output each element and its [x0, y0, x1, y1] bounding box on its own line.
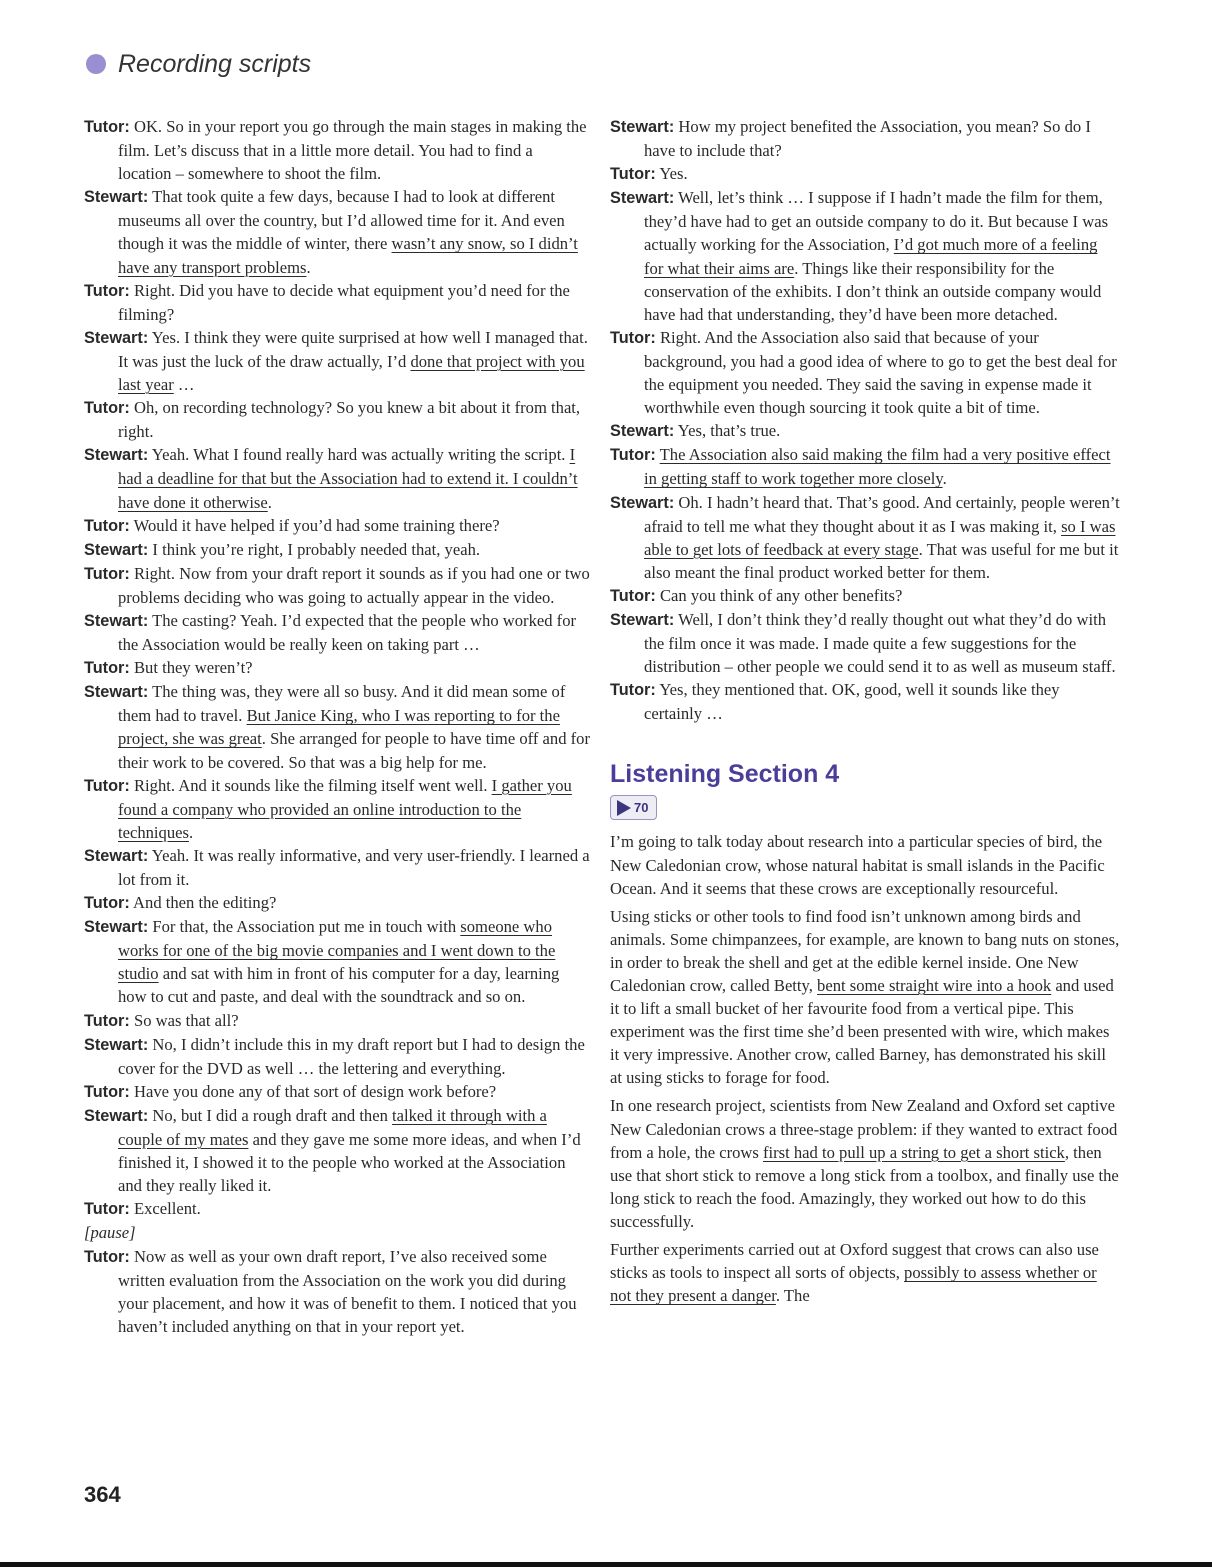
answer-underline: I had a deadline for that but the Association had to extend it. I couldn’t have done it otherwise: [118, 445, 578, 512]
page-title: Recording scripts: [118, 49, 312, 78]
dialogue-turn: [84, 514, 590, 538]
answer-underline: I gather you found a company who provided an online introduction to the techniques: [118, 775, 572, 842]
text-span: No, but I did a rough draft and then: [152, 1105, 393, 1125]
text-span: . The: [775, 1286, 810, 1306]
text-span: Can you think of any other benefits?: [659, 585, 903, 605]
text-span: And then the editing?: [133, 893, 277, 913]
answer-underline: wasn’t any snow, so I didn’t have any transport problems: [118, 234, 578, 277]
section-body: [610, 830, 1120, 1307]
speaker-label: Stewart:: [84, 918, 149, 937]
text-span: That took quite a few days, because I had to look at different museums all over the country, but I’d allowed time for it. And even though it was the middle of winter, there: [118, 187, 565, 254]
speaker-label: Stewart:: [84, 683, 149, 702]
dialogue-turn: [84, 1245, 590, 1338]
dialogue-turn: [84, 844, 590, 891]
text-span: No, I didn’t include this in my draft report but I had to design the cover for the DVD as well … the lettering and everything.: [118, 1034, 585, 1078]
dialogue-turn: [84, 891, 590, 915]
answer-underline: first had to pull up a string to get a short stick: [762, 1142, 1065, 1162]
dialogue-turn: [84, 279, 590, 326]
text-span: Right. Now from your draft report it sounds as if you had one or two problems deciding who was going to actually appear in the video.: [118, 563, 590, 607]
text-span: For that, the Association put me in touch with: [152, 917, 461, 937]
text-span: Oh, on recording technology? So you knew a bit about it from that, right.: [118, 398, 581, 442]
text-span: So was that all?: [133, 1010, 239, 1030]
section-paragraph: [610, 905, 1120, 1090]
audio-track-button[interactable]: [610, 795, 657, 820]
answer-underline: I’d got much more of a feeling for what their aims are: [644, 235, 1098, 278]
text-span: .: [942, 469, 947, 489]
speaker-label: Tutor:: [84, 564, 130, 583]
text-span: Now as well as your own draft report, I’ve also received some written evaluation from the Association on the work you did during your placement, and how it was of benefit to them. I noticed that you haven’t included anything on that in your report yet.: [118, 1246, 577, 1336]
text-span: .: [188, 822, 194, 842]
dialogue-turn: [84, 538, 590, 562]
bullet-icon: [86, 54, 106, 74]
dialogue-turn: [84, 185, 590, 278]
dialogue-turn: [610, 443, 1120, 490]
speaker-label: Stewart:: [610, 422, 675, 441]
answer-underline: so I was able to get lots of feedback at every stage: [644, 516, 1116, 559]
speaker-label: Tutor:: [610, 681, 656, 700]
speaker-label: Tutor:: [84, 776, 130, 795]
speaker-label: Tutor:: [610, 586, 656, 605]
text-span: Oh. I hadn’t heard that. That’s good. And certainly, people weren’t afraid to tell me what they thought about it as I was making it,: [644, 492, 1120, 536]
speaker-label: Tutor:: [84, 1200, 130, 1219]
text-span: I’m going to talk today about research into a particular species of bird, the New Caledonian crow, whose natural habitat is small islands in the Pacific Ocean. And it seems that these crows are exceptionally resourceful.: [610, 832, 1105, 898]
speaker-label: Stewart:: [84, 188, 149, 207]
text-span: and used it to lift a small bucket of her favourite food from a vertical pipe. This experiment was the first time she’d been presented with wire, which makes it very impressive. Another crow, called Barney, has demonstrated his skill at using sticks to forage for food.: [610, 976, 1114, 1088]
text-span: Yes.: [659, 164, 688, 184]
text-span: and sat with him in front of his computer for a day, learning how to cut and paste, and deal with the soundtrack and so on.: [118, 964, 560, 1007]
text-span: Well, I don’t think they’d really thought out what they’d do with the film once it was made. I made quite a few suggestions for the distribution – other people we could send it to as well as museum staff.: [644, 609, 1116, 677]
answer-underline: talked it through with a couple of my mates: [118, 1105, 547, 1150]
left-column: [84, 115, 590, 1338]
page-header: [86, 46, 311, 82]
dialogue-turn: [84, 656, 590, 680]
text-span: But they weren’t?: [133, 658, 253, 678]
dialogue-turn: [610, 584, 1120, 608]
text-span: Yes, they mentioned that. OK, good, well it sounds like they certainly …: [644, 680, 1060, 724]
play-icon: [617, 800, 631, 816]
speaker-label: Tutor:: [610, 446, 656, 465]
speaker-label: Stewart:: [610, 610, 675, 629]
speaker-label: Tutor:: [84, 659, 130, 678]
dialogue-turn: [84, 562, 590, 609]
text-span: In one research project, scientists from New Zealand and Oxford set captive New Caledonian crows a three-stage problem: if they wanted to extract food from a hole, the crows: [610, 1096, 1118, 1162]
text-span: Right. And the Association also said that because of your background, you had a good idea of where to go to get the best deal for the equipment you needed. They said the saving in expense made it worthwhile even though sourcing it took quite a bit of time.: [644, 327, 1117, 418]
dialogue-turn: [84, 1080, 590, 1104]
speaker-label: Tutor:: [84, 281, 130, 300]
dialogue-turn: [84, 115, 590, 185]
speaker-label: Tutor:: [610, 328, 656, 347]
dialogue-turn: [610, 326, 1120, 419]
text-span: Further experiments carried out at Oxford suggest that crows can also use sticks as tools to inspect all sorts of objects,: [610, 1240, 1099, 1283]
answer-underline: bent some straight wire into a hook: [817, 976, 1052, 995]
text-span: Yeah. It was really informative, and very user-friendly. I learned a lot from it.: [118, 845, 590, 889]
right-column: [610, 115, 1120, 1312]
text-span: . Things like their responsibility for the conservation of the exhibits. I don’t think an outside company would have had that understanding, they’d have been more detached.: [644, 258, 1102, 324]
speaker-label: Stewart:: [84, 540, 149, 559]
dialogue-turn: [610, 115, 1120, 162]
section-heading: Listening Section 4: [610, 760, 840, 789]
dialogue-turn: [610, 186, 1120, 326]
speaker-label: Tutor:: [84, 1247, 130, 1266]
text-span: I think you’re right, I probably needed that, yeah.: [152, 539, 481, 559]
dialogue-turn: [84, 774, 590, 844]
answer-underline: possibly to assess whether or not they present a danger: [610, 1263, 1097, 1306]
answer-underline: The Association also said making the film had a very positive effect in getting staff to work together more closely: [644, 445, 1111, 489]
text-span: The thing was, they were all so busy. And it did mean some of them had to travel.: [118, 682, 566, 726]
text-span: How my project benefited the Association, you mean? So do I have to include that?: [644, 117, 1091, 161]
speaker-label: Stewart:: [610, 118, 675, 136]
speaker-label: Stewart:: [84, 1106, 149, 1125]
dialogue-turn: [84, 443, 590, 513]
text-span: Yes, that’s true.: [677, 421, 781, 441]
text-span: Well, let’s think … I suppose if I hadn’t made the film for them, they’d have had to get an outside company to do it. But because I was actually working for the Association,: [644, 188, 1109, 255]
speaker-label: Stewart:: [610, 189, 675, 208]
text-span: Have you done any of that sort of design work before?: [133, 1081, 497, 1101]
dialogue-turn: [84, 396, 590, 443]
text-span: …: [173, 375, 195, 395]
speaker-label: Tutor:: [84, 1082, 130, 1101]
speaker-label: Tutor:: [84, 894, 130, 913]
text-span: OK. So in your report you go through the main stages in making the film. Let’s discuss that in a little more detail. You had to find a location – somewhere to shoot the film.: [118, 117, 587, 184]
speaker-label: Stewart:: [84, 1035, 149, 1054]
dialogue-turn: [84, 680, 590, 773]
speaker-label: Tutor:: [610, 165, 656, 184]
pause-note: [pause]: [84, 1223, 136, 1243]
answer-underline: But Janice King, who I was reporting to for the project, she was great: [118, 706, 560, 749]
speaker-label: Tutor:: [84, 516, 130, 535]
dialogue-turn: [84, 326, 590, 396]
text-span: Yeah. What I found really hard was actually writing the script.: [151, 445, 570, 465]
answer-underline: done that project with you last year: [118, 351, 585, 395]
speaker-label: Tutor:: [84, 1011, 130, 1030]
dialogue-turn: [84, 915, 590, 1008]
text-span: . She arranged for people to have time off and for their work to be covered. So that was a big help for me.: [118, 729, 590, 772]
dialogue-turn: [84, 1104, 590, 1197]
page-number: 364: [84, 1482, 121, 1507]
dialogue-turn: [610, 162, 1120, 186]
text-span: .: [306, 257, 311, 277]
dialogue-turn: [84, 1197, 590, 1221]
text-span: and they gave me some more ideas, and when I’d finished it, I showed it to the people who worked at the Association and they really liked it.: [118, 1130, 581, 1196]
dialogue-turn: [610, 491, 1120, 584]
speaker-label: Stewart:: [84, 446, 149, 465]
text-span: Right. Did you have to decide what equipment you’d need for the filming?: [118, 280, 570, 324]
dialogue-turn: [84, 1009, 590, 1033]
speaker-label: Tutor:: [84, 399, 130, 418]
answer-underline: someone who works for one of the big movie companies and I went down to the studio: [118, 917, 556, 984]
dialogue-turn: [84, 1033, 590, 1080]
dialogue-turn: [610, 419, 1120, 443]
section-paragraph: [610, 1238, 1120, 1307]
dialogue-turn: [610, 608, 1120, 678]
speaker-label: Stewart:: [84, 328, 149, 347]
bottom-rule: [0, 1562, 1212, 1567]
text-span: Excellent.: [133, 1199, 201, 1219]
dialogue: [610, 115, 1120, 725]
text-span: , then use that short stick to remove a long stick from a toolbox, and finally use the long stick to reach the food. Amazingly, they worked out how to do this successfully.: [610, 1142, 1119, 1231]
text-span: Using sticks or other tools to find food isn’t unknown among birds and animals. Some chimpanzees, for example, are known to bang nuts on stones, in order to break the shell and get at the edible kernel inside. One New Caledonian crow, called Betty,: [610, 906, 1120, 995]
text-span: . That was useful for me but it also meant the final product worked better for them.: [644, 539, 1119, 582]
speaker-label: Tutor:: [84, 118, 130, 136]
text-span: Yes. I think they were quite surprised at how well I managed that. It was just the luck of the draw actually, I’d: [118, 327, 588, 371]
audio-track-number: 70: [634, 800, 649, 816]
speaker-label: Stewart:: [84, 611, 149, 630]
section-paragraph: [610, 830, 1120, 899]
speaker-label: Stewart:: [84, 846, 149, 865]
section-paragraph: [610, 1094, 1120, 1233]
text-span: Right. And it sounds like the filming itself went well.: [133, 775, 492, 795]
dialogue-turn: [610, 678, 1120, 725]
dialogue-turn: [84, 609, 590, 656]
text-span: Would it have helped if you’d had some training there?: [133, 515, 500, 535]
text-span: .: [267, 492, 272, 512]
text-span: The casting? Yeah. I’d expected that the people who worked for the Association would be really keen on taking part …: [118, 610, 577, 655]
speaker-label: Stewart:: [610, 493, 675, 512]
